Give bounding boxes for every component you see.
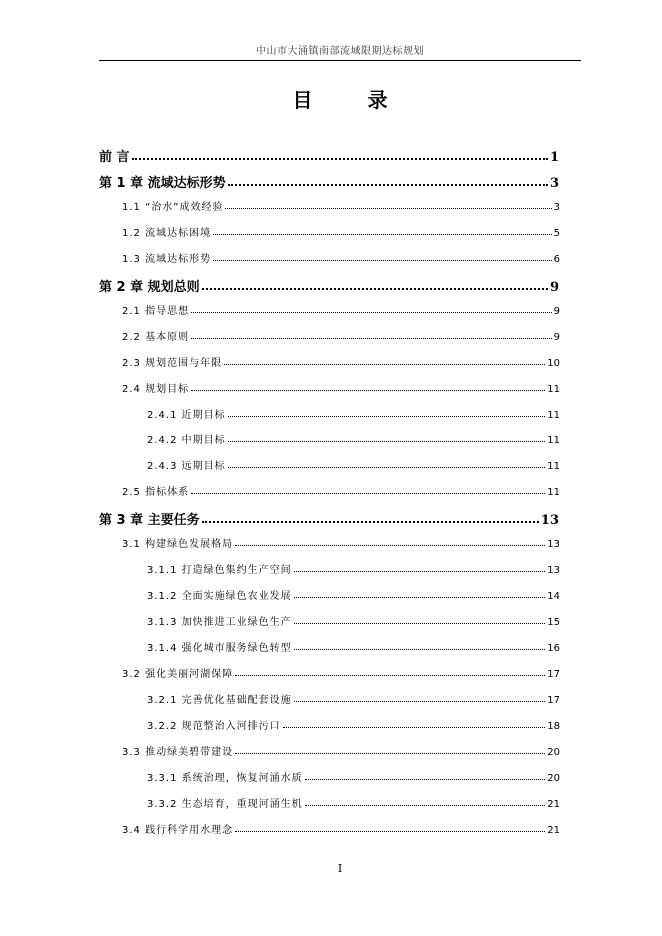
toc-leader-dots	[235, 753, 545, 754]
toc-entry-label: 第 1 章 流域达标形势	[99, 176, 226, 191]
toc-leader-dots	[202, 288, 548, 290]
toc-entry-label: 3.3 推动绿美碧带建设	[122, 747, 234, 758]
toc-section-entry[interactable]	[122, 328, 560, 343]
toc-subsection-entry[interactable]	[147, 691, 560, 706]
toc-section-entry[interactable]	[122, 665, 560, 680]
toc-entry-label: 2.4.2 中期目标	[147, 435, 226, 446]
toc-entry-page: 6	[553, 254, 560, 265]
toc-entry-page: 17	[547, 695, 560, 706]
toc-subsection-entry[interactable]	[147, 457, 560, 472]
toc-leader-dots	[228, 441, 546, 442]
toc-entry-label: 2.3 规划范围与年限	[122, 358, 223, 369]
toc-entry-label: 3.3.1 系统治理，恢复河涌水质	[147, 773, 303, 784]
toc-leader-dots	[228, 184, 548, 186]
page-number: I	[337, 862, 343, 875]
toc-section-entry[interactable]	[122, 250, 560, 265]
toc-entry-label: 2.4.3 远期目标	[147, 461, 226, 472]
toc-entry-page: 11	[547, 487, 560, 498]
toc-entry-label: 3.1 构建绿色发展格局	[122, 539, 234, 550]
toc-leader-dots	[294, 597, 546, 598]
toc-subsection-entry[interactable]	[147, 561, 560, 576]
toc-leader-dots	[202, 521, 539, 523]
toc-leader-dots	[191, 390, 545, 391]
toc-entry-page: 16	[547, 643, 560, 654]
toc-entry-label: 3.1.1 打造绿色集约生产空间	[147, 565, 292, 576]
toc-chapter-entry[interactable]	[99, 276, 559, 295]
toc-leader-dots	[283, 727, 546, 728]
toc-section-entry[interactable]	[122, 535, 560, 550]
toc-entry-page: 3	[549, 176, 559, 191]
toc-entry-label: 2.1 指导思想	[122, 306, 190, 317]
toc-entry-label: 2.2 基本原则	[122, 332, 190, 343]
running-header: 中山市大涌镇南部流域限期达标规划	[256, 46, 424, 57]
toc-subsection-entry[interactable]	[147, 406, 560, 421]
toc-subsection-entry[interactable]	[147, 639, 560, 654]
toc-subsection-entry[interactable]	[147, 431, 560, 446]
toc-entry-label: 2.4 规划目标	[122, 384, 190, 395]
toc-entry-page: 11	[547, 410, 560, 421]
toc-entry-page: 21	[547, 799, 560, 810]
toc-leader-dots	[191, 338, 552, 339]
toc-entry-page: 5	[553, 228, 560, 239]
toc-leader-dots	[191, 312, 552, 313]
toc-entry-label: 第 3 章 主要任务	[99, 513, 200, 528]
toc-chapter-entry[interactable]	[99, 509, 559, 528]
toc-leader-dots	[235, 545, 545, 546]
toc-section-entry[interactable]	[122, 380, 560, 395]
toc-section-entry[interactable]	[122, 821, 560, 836]
toc-entry-label: 3.2 强化美丽河湖保障	[122, 669, 234, 680]
toc-section-entry[interactable]	[122, 354, 560, 369]
toc-leader-dots	[225, 208, 551, 209]
toc-entry-label: 第 2 章 规划总则	[99, 280, 200, 295]
toc-entry-page: 13	[547, 565, 560, 576]
toc-section-entry[interactable]	[122, 302, 560, 317]
toc-entry-label: 3.1.3 加快推进工业绿色生产	[147, 617, 292, 628]
toc-subsection-entry[interactable]	[147, 769, 560, 784]
toc-leader-dots	[213, 234, 552, 235]
toc-entry-page: 15	[547, 617, 560, 628]
toc-entry-page: 11	[547, 435, 560, 446]
toc-section-entry[interactable]	[122, 483, 560, 498]
toc-entry-label: 3.2.2 规范整治入河排污口	[147, 721, 281, 732]
toc-subsection-entry[interactable]	[147, 613, 560, 628]
toc-entry-page: 11	[547, 461, 560, 472]
toc-entry-label: 3.2.1 完善优化基础配套设施	[147, 695, 292, 706]
toc-entry-page: 11	[547, 384, 560, 395]
toc-entry-page: 20	[547, 747, 560, 758]
toc-entry-page: 20	[547, 773, 560, 784]
toc-entry-page: 14	[547, 591, 560, 602]
toc-leader-dots	[294, 701, 546, 702]
toc-entry-label: 3.4 践行科学用水理念	[122, 825, 234, 836]
toc-entry-label: 1.3 流域达标形势	[122, 254, 212, 265]
toc-leader-dots	[235, 675, 545, 676]
toc-entry-label: 3.3.2 生态培育，重现河涌生机	[147, 799, 303, 810]
toc-entry-page: 13	[547, 539, 560, 550]
toc-entry-page: 17	[547, 669, 560, 680]
toc-entry-page: 9	[549, 280, 559, 295]
toc-entry-label: 2.5 指标体系	[122, 487, 190, 498]
toc-entry-page: 3	[553, 202, 560, 213]
toc-chapter-entry[interactable]	[99, 172, 559, 191]
toc-entry-page: 18	[547, 721, 560, 732]
toc-entry-page: 9	[553, 306, 560, 317]
toc-entry-label: 3.1.2 全面实施绿色农业发展	[147, 591, 292, 602]
toc-entry-page: 21	[547, 825, 560, 836]
toc-leader-dots	[228, 467, 546, 468]
toc-section-entry[interactable]	[122, 198, 560, 213]
toc-subsection-entry[interactable]	[147, 587, 560, 602]
toc-leader-dots	[294, 623, 546, 624]
toc-leader-dots	[294, 571, 546, 572]
toc-leader-dots	[235, 831, 545, 832]
toc-leader-dots	[224, 364, 545, 365]
toc-chapter-entry[interactable]	[99, 146, 559, 165]
toc-entry-label: 1.2 流域达标困境	[122, 228, 212, 239]
toc-entry-page: 9	[553, 332, 560, 343]
toc-leader-dots	[305, 805, 546, 806]
toc-leader-dots	[294, 649, 546, 650]
toc-section-entry[interactable]	[122, 224, 560, 239]
toc-entry-page: 13	[540, 513, 559, 528]
toc-leader-dots	[213, 260, 552, 261]
toc-leader-dots	[191, 493, 545, 494]
toc-subsection-entry[interactable]	[147, 795, 560, 810]
toc-entry-label: 前 言	[99, 150, 130, 165]
toc-section-entry[interactable]	[122, 743, 560, 758]
toc-leader-dots	[305, 779, 546, 780]
toc-subsection-entry[interactable]	[147, 717, 560, 732]
toc-entry-label: 2.4.1 近期目标	[147, 410, 226, 421]
toc-leader-dots	[228, 416, 546, 417]
toc-entry-page: 1	[549, 150, 559, 165]
toc-leader-dots	[132, 158, 548, 160]
toc-entry-label: 3.1.4 强化城市服务绿色转型	[147, 643, 292, 654]
toc-entry-label: 1.1 “治水”成效经验	[122, 202, 224, 213]
page-title: 目 录	[292, 88, 412, 112]
toc-entry-page: 10	[547, 358, 560, 369]
